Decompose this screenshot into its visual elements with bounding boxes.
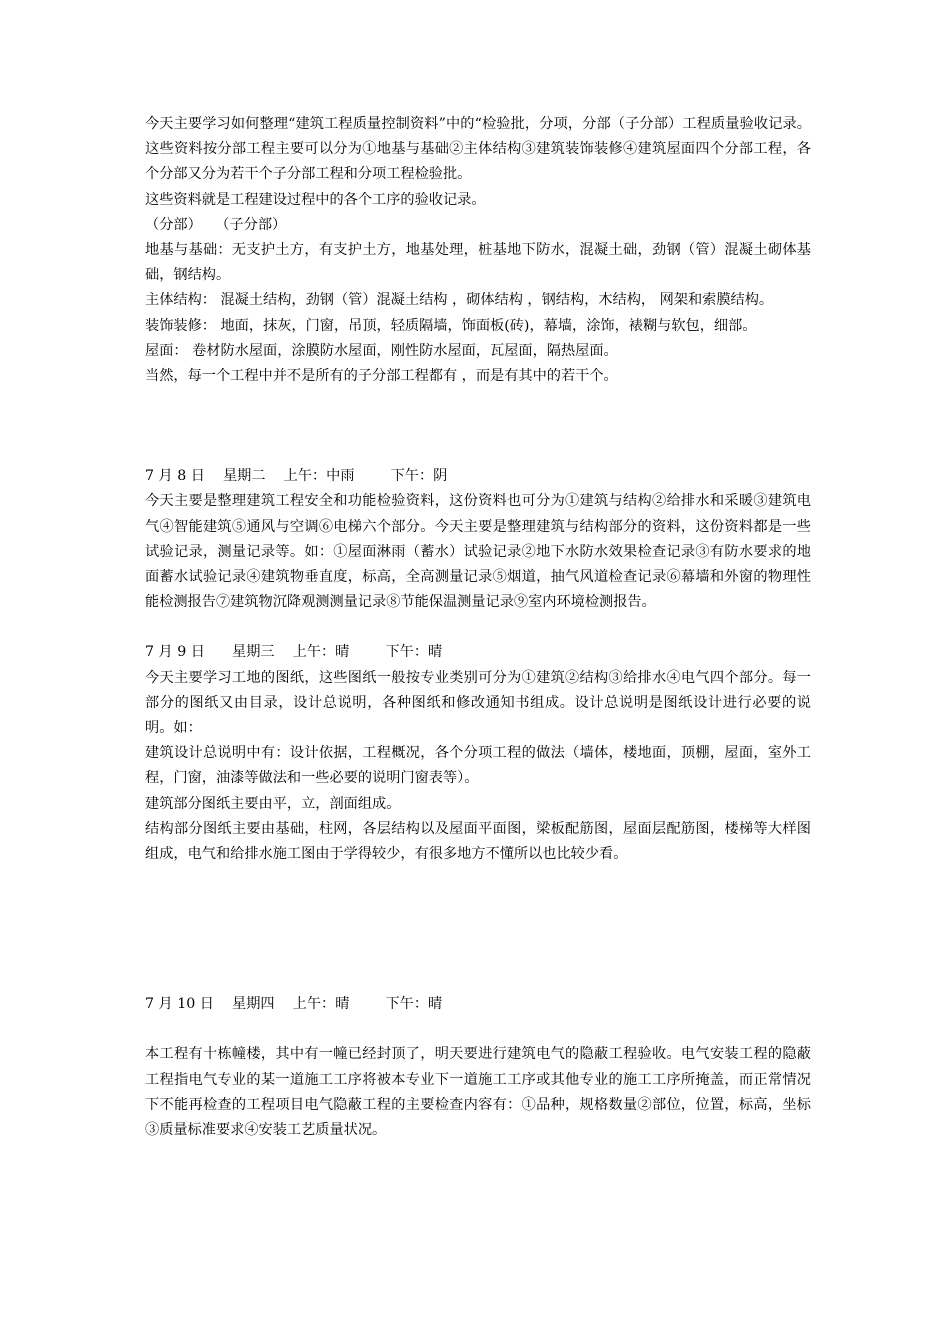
entry-heading: 7 月 10 日 星期四 上午：晴 下午：晴 [145, 996, 443, 1013]
spacer [145, 389, 811, 464]
entry-body: 结构部分图纸主要由基础，柱网，各层结构以及屋面平面图，梁板配筋图，屋面层配筋图，楼梯等大样图组成，电气和给排水施工图由于学得较少，有很多地方不懂所以也比较少看。 [145, 820, 811, 863]
spacer [145, 867, 811, 992]
intro-paragraph: 今天主要学习如何整理“建筑工程质量控制资料”中的“检验批，分项，分部（子分部）工程质量验收记录。这些资料按分部工程主要可以分为①地基与基础②主体结构③建筑装饰装修④建筑屋面四个分部工程，各个分部又分为若干个子分部工程和分项工程检验批。 [145, 116, 811, 183]
main-structure-list: 主体结构： 混凝土结构，劲钢（管）混凝土结构 ，砌体结构 ，钢结构，木结构， 网架和索膜结构。 [145, 292, 774, 309]
decoration-list: 装饰装修： 地面，抹灰，门窗，吊顶，轻质隔墙，饰面板(砖)，幕墙，涂饰，裱糊与软包，细部。 [145, 317, 757, 334]
roof-list: 屋面： 卷材防水屋面，涂膜防水屋面，刚性防水屋面，瓦屋面，隔热屋面。 [145, 342, 618, 359]
entry-heading: 7 月 8 日 星期二 上午：中雨 下午：阴 [145, 468, 448, 485]
spacer [145, 615, 811, 640]
entry-july-8 [145, 464, 811, 615]
entry-body: 本工程有十栋幢楼，其中有一幢已经封顶了，明天要进行建筑电气的隐蔽工程验收。电气安装工程的隐蔽工程指电气专业的某一道施工工序将被本专业下一道施工工序或其他专业的施工工序所掩盖，而正常情况下不能再检查的工程项目电气隐蔽工程的主要检查内容有：①品种，规格数量②部位，位置，标高，坐标③质量标准要求④安装工艺质量状况。 [145, 1046, 811, 1139]
document-page [145, 112, 811, 1143]
entry-body: 今天主要学习工地的图纸，这些图纸一般按专业类别可分为①建筑②结构③给排水④电气四个部分。每一部分的图纸又由目录，设计总说明，各种图纸和修改通知书组成。设计总说明是图纸设计进行必要的说明。如： [145, 669, 811, 737]
foundation-list: 地基与基础：无支护土方，有支护土方，地基处理，桩基地下防水，混凝土础，劲钢（管）混凝土砌体基础，钢结构。 [145, 242, 811, 284]
entry-body: 建筑部分图纸主要由平，立，剖面组成。 [145, 795, 401, 812]
intro-summary: 这些资料就是工程建设过程中的各个工序的验收记录。 [145, 191, 486, 208]
spacer [145, 1017, 811, 1042]
entry-july-10 [145, 992, 811, 1143]
entry-july-9 [145, 640, 811, 867]
entry-heading: 7 月 9 日 星期三 上午：晴 下午：晴 [145, 644, 443, 661]
intro-note: 当然，每一个工程中并不是所有的子分部工程都有 ，而是有其中的若干个。 [145, 368, 618, 385]
intro-section [145, 112, 811, 389]
entry-body: 今天主要是整理建筑工程安全和功能检验资料，这份资料也可分为①建筑与结构②给排水和采暖③建筑电气④智能建筑⑤通风与空调⑥电梯六个部分。今天主要是整理建筑与结构部分的资料，这份资料都是一些试验记录，测量记录等。如：①屋面淋雨（蓄水）试验记录②地下水防水效果检查记录③有防水要求的地面蓄水试验记录④建筑物垂直度，标高，全高测量记录⑤烟道，抽气风道检查记录⑥幕墙和外窗的物理性能检测报告⑦建筑物沉降观测测量记录⑧节能保温测量记录⑨室内环境检测报告。 [145, 493, 811, 611]
entry-body: 建筑设计总说明中有：设计依据，工程概况，各个分项工程的做法（墙体，楼地面，顶棚，屋面，室外工程，门窗，油漆等做法和一些必要的说明门窗表等）。 [145, 745, 811, 787]
category-header: （分部） （子分部） [145, 216, 287, 233]
